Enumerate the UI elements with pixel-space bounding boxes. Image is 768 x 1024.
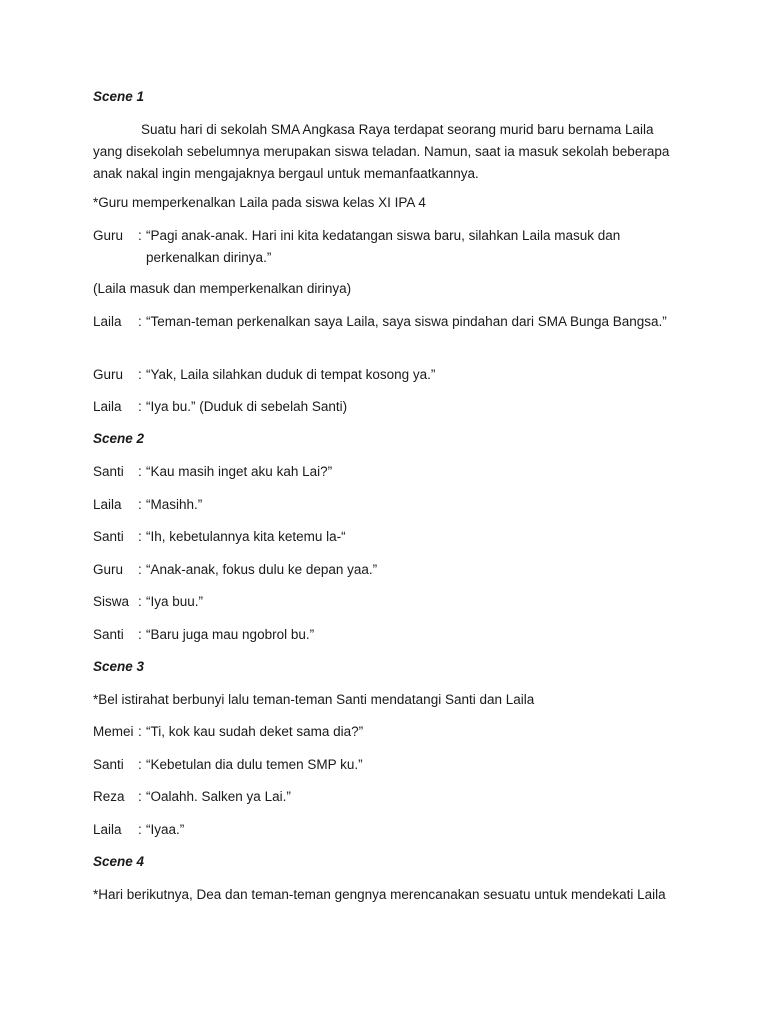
scene-heading-4: Scene 4 [93, 854, 145, 869]
dialogue-line [93, 624, 673, 646]
speaker-name: Santi [93, 529, 124, 544]
speaker-name: Laila [93, 497, 122, 512]
speaker-colon: : [138, 757, 142, 772]
speaker-name: Laila [93, 399, 122, 414]
stage-direction-4: *Hari berikutnya, Dea dan teman-teman gengnya merencanakan sesuatu untuk mendekati Laila [93, 887, 666, 902]
speaker-name: Memei [93, 724, 134, 739]
dialogue-line [93, 526, 673, 548]
speaker-colon: : [138, 562, 142, 577]
dialogue-line [93, 559, 673, 581]
speaker-colon: : [138, 594, 142, 609]
dialogue-text: “Kebetulan dia dulu temen SMP ku.” [146, 757, 363, 772]
dialogue-text: “Yak, Laila silahkan duduk di tempat kosong ya.” [146, 367, 436, 382]
dialogue-text: “Pagi anak-anak. Hari ini kita kedatangan siswa baru, silahkan Laila masuk dan perkenalkan dirinya.” [146, 228, 621, 265]
intro-paragraph: Suatu hari di sekolah SMA Angkasa Raya terdapat seorang murid baru bernama Laila yang disekolah sebelumnya merupakan siswa teladan. Namun, saat ia masuk sekolah beberapa anak nakal ingin mengajaknya bergaul untuk memanfaatkannya. [93, 122, 670, 181]
scene-heading-3: Scene 3 [93, 659, 145, 674]
dialogue-text: “Iya buu.” [146, 594, 204, 609]
dialogue-line [93, 396, 673, 418]
dialogue-line [93, 364, 673, 386]
dialogue-text: “Iyaa.” [146, 822, 185, 837]
dialogue-line [93, 591, 673, 613]
speaker-name: Laila [93, 822, 122, 837]
dialogue-line [93, 494, 673, 516]
dialogue-text: “Masihh.” [146, 497, 203, 512]
dialogue-text: “Ti, kok kau sudah deket sama dia?” [146, 724, 364, 739]
dialogue-text: “Anak-anak, fokus dulu ke depan yaa.” [146, 562, 378, 577]
speaker-colon: : [138, 367, 142, 382]
speaker-name: Guru [93, 228, 124, 243]
speaker-colon: : [138, 399, 142, 414]
speaker-name: Santi [93, 757, 124, 772]
speaker-colon: : [138, 789, 142, 804]
dialogue-text: “Iya bu.” (Duduk di sebelah Santi) [146, 399, 348, 414]
stage-direction-2: (Laila masuk dan memperkenalkan dirinya) [93, 281, 352, 296]
dialogue-text: “Kau masih inget aku kah Lai?” [146, 464, 333, 479]
dialogue-text: “Teman-teman perkenalkan saya Laila, saya siswa pindahan dari SMA Bunga Bangsa.” [146, 314, 667, 329]
speaker-colon: : [138, 464, 142, 479]
dialogue-line [93, 819, 673, 841]
speaker-name: Siswa [93, 594, 130, 609]
scene-heading-1: Scene 1 [93, 89, 145, 104]
stage-direction-1: *Guru memperkenalkan Laila pada siswa kelas XI IPA 4 [93, 195, 426, 210]
dialogue-line [93, 754, 673, 776]
dialogue-text: “Baru juga mau ngobrol bu.” [146, 627, 315, 642]
dialogue-text: “Oalahh. Salken ya Lai.” [146, 789, 291, 804]
dialogue-line [93, 721, 673, 743]
speaker-name: Guru [93, 367, 124, 382]
dialogue-line [93, 225, 673, 269]
speaker-name: Guru [93, 562, 124, 577]
dialogue-line [93, 786, 673, 808]
speaker-name: Reza [93, 789, 125, 804]
dialogue-line [93, 461, 673, 483]
speaker-colon: : [138, 724, 142, 739]
speaker-name: Santi [93, 464, 124, 479]
speaker-colon: : [138, 314, 142, 329]
speaker-colon: : [138, 529, 142, 544]
speaker-name: Santi [93, 627, 124, 642]
dialogue-line [93, 311, 673, 333]
speaker-colon: : [138, 497, 142, 512]
dialogue-text: “Ih, kebetulannya kita ketemu la-“ [146, 529, 346, 544]
speaker-colon: : [138, 822, 142, 837]
speaker-colon: : [138, 627, 142, 642]
speaker-name: Laila [93, 314, 122, 329]
speaker-colon: : [138, 228, 142, 243]
stage-direction-3: *Bel istirahat berbunyi lalu teman-teman Santi mendatangi Santi dan Laila [93, 692, 535, 707]
scene-heading-2: Scene 2 [93, 431, 145, 446]
